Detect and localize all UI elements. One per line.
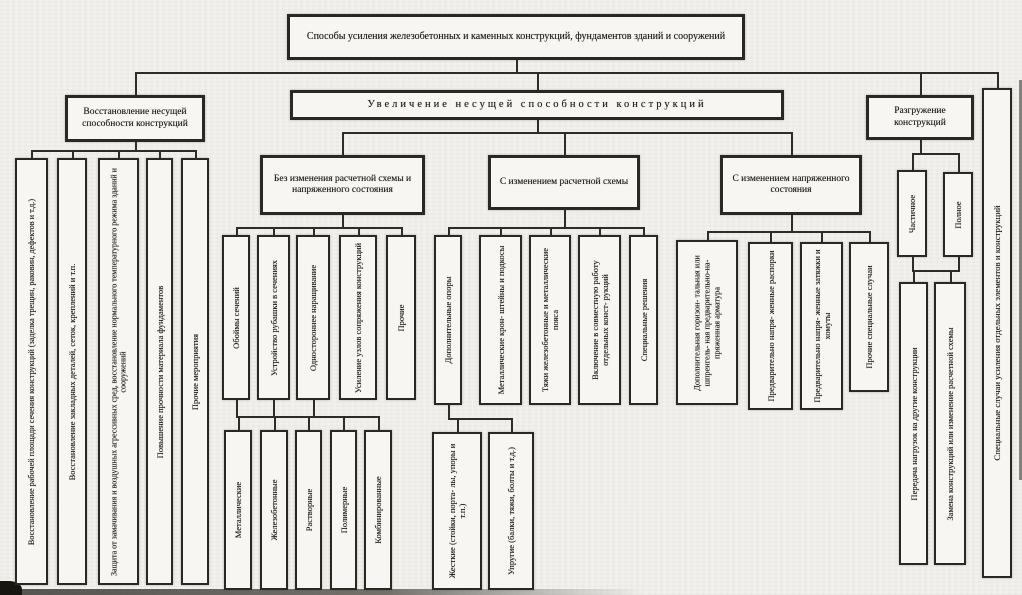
node-mortar xyxy=(295,430,322,590)
node-others-a xyxy=(386,235,416,400)
node-label-foundation-strength: Повышение прочности материала фундаментов xyxy=(154,285,165,458)
node-label-special-cases: Специальные случаи усиления отдельных элементов и конструкций xyxy=(991,205,1002,461)
node-label-other-special: Прочие специальные случаи xyxy=(863,265,874,369)
node-label-polymer: Полимерные xyxy=(338,486,349,534)
node-one-side-buildup xyxy=(296,235,330,400)
node-partial xyxy=(897,170,927,257)
scan-artifact-bottom-edge xyxy=(0,589,645,595)
node-ties-belts xyxy=(529,235,571,405)
node-additional-supports xyxy=(434,235,462,405)
node-label-prestressed-spacers: Предварительно напря- женные распорки xyxy=(765,250,776,402)
node-casings xyxy=(222,235,250,400)
node-label-full: Полное xyxy=(952,200,963,229)
node-label-special-solutions: Специальные решения xyxy=(638,278,649,362)
node-restore-section xyxy=(15,158,48,585)
connector-line xyxy=(135,72,137,97)
node-label-partial: Частичное xyxy=(906,194,917,233)
node-label-prestressed-ties: Предварительно напря- женные затяжки и хомуты xyxy=(811,249,832,403)
node-label-root: Способы усиления железобетонных и каменных конструкций, фундаментов зданий и сооружений xyxy=(306,31,726,43)
connector-line xyxy=(537,72,539,92)
node-label-joint-strengthening: Усиление узлов сопряжения конструкций xyxy=(352,242,363,393)
node-replacement xyxy=(934,282,966,565)
node-label-unloading: Разгружение конструкций xyxy=(894,106,946,128)
node-increase-capacity xyxy=(290,90,784,120)
node-label-mortar: Растворные xyxy=(303,488,314,532)
connector-line xyxy=(342,132,344,157)
node-label-replacement: Замена конструкций или изменение расчетной схемы xyxy=(944,326,955,521)
connector-line xyxy=(958,153,960,174)
node-label-protection: Защита от замачивания и воздушных агрессивных сред, восстановление нормального температурного режима зданий и сооружений xyxy=(109,167,128,576)
node-joint-work xyxy=(578,235,621,405)
node-restore-embedded xyxy=(57,158,87,585)
node-label-load-transfer: Передача нагрузок на другие конструкции xyxy=(908,346,919,501)
node-label-others-a: Прочие xyxy=(395,304,406,332)
node-label-combined: Комбинированные xyxy=(372,476,383,544)
node-metal xyxy=(224,430,252,590)
node-prestressed-spacers xyxy=(748,242,793,410)
node-prestressed-ties xyxy=(800,242,843,410)
node-special-cases xyxy=(982,88,1012,578)
node-no-scheme-change xyxy=(260,155,425,215)
node-label-stress-change: С изменением напряженного состояния xyxy=(732,173,850,195)
connector-line xyxy=(912,270,960,272)
node-label-other-measures: Прочие мероприятия xyxy=(189,333,200,410)
node-label-elastic-supports: Упругие (балки, тяжи, болты и т.д.) xyxy=(505,447,516,575)
connector-line xyxy=(564,132,566,157)
node-combined xyxy=(364,430,392,590)
connector-line xyxy=(912,153,960,155)
node-label-increase-capacity: Увеличение несущей способности конструкций xyxy=(367,98,707,110)
node-full xyxy=(943,172,973,257)
node-stress-change xyxy=(720,155,862,215)
node-brackets-struts xyxy=(479,235,522,405)
node-polymer xyxy=(330,430,357,590)
node-other-special xyxy=(849,242,889,392)
node-label-restore-embedded: Восстановление закладных деталей, сеток, креплений и т.п. xyxy=(66,263,77,480)
node-joint-strengthening xyxy=(339,235,377,400)
node-rigid-supports xyxy=(432,432,482,590)
node-label-restore-section: Восстановление рабочей площади сечения конструкций (заделка трещин, раковин, дефектов и т.д.) xyxy=(26,198,36,545)
node-label-rigid-supports: Жесткие (стойки, порта- лы, упоры и т.п.) xyxy=(446,443,467,579)
node-label-brackets-struts: Металлические крон- штейны и подкосы xyxy=(495,245,506,395)
node-foundation-strength xyxy=(146,158,173,585)
node-label-casings: Обоймы сечений xyxy=(230,286,241,349)
connector-line xyxy=(920,72,922,97)
connector-line xyxy=(31,150,197,152)
node-label-restore-capacity: Восстановление несущей способности конструкций xyxy=(82,107,188,129)
node-restore-capacity xyxy=(65,95,205,142)
node-unloading xyxy=(866,95,974,140)
node-protection xyxy=(98,158,139,585)
node-label-joint-work: Включение в совместную работу отдельных конст- рукций xyxy=(589,260,610,380)
connector-line xyxy=(791,132,793,157)
node-special-solutions xyxy=(629,235,658,405)
node-label-ties-belts: Тяжи железобетонные и металлические пояса xyxy=(539,247,560,393)
node-label-reinforced-concrete: Железобетонные xyxy=(268,479,279,541)
node-scheme-change xyxy=(488,155,640,210)
node-label-additional-rebar: Дополнительная горизон- тальная или шпренгель- ная предварительно-на- пряженная арматура xyxy=(692,254,721,391)
node-root xyxy=(287,14,745,60)
node-label-additional-supports: Дополнительные опоры xyxy=(442,276,453,364)
node-label-scheme-change: С изменением расчетной схемы xyxy=(499,176,629,187)
node-other-measures xyxy=(181,158,209,585)
node-label-one-side-buildup: Одностороннее наращивание xyxy=(307,264,318,371)
node-load-transfer xyxy=(899,282,928,565)
node-label-no-scheme-change: Без изменения расчетной схемы и напряженного состояния xyxy=(273,173,412,195)
node-label-metal: Металлические xyxy=(232,481,243,539)
connector-line xyxy=(707,231,871,233)
node-reinforced-concrete xyxy=(260,430,288,590)
connector-line xyxy=(236,227,403,229)
connector-line xyxy=(342,132,793,134)
node-elastic-supports xyxy=(488,432,534,590)
node-jackets xyxy=(257,235,290,400)
node-additional-rebar xyxy=(676,240,738,405)
connector-line xyxy=(135,72,999,74)
node-label-jackets: Устройство рубашки в сечениях xyxy=(268,259,279,376)
connector-line xyxy=(448,227,645,229)
